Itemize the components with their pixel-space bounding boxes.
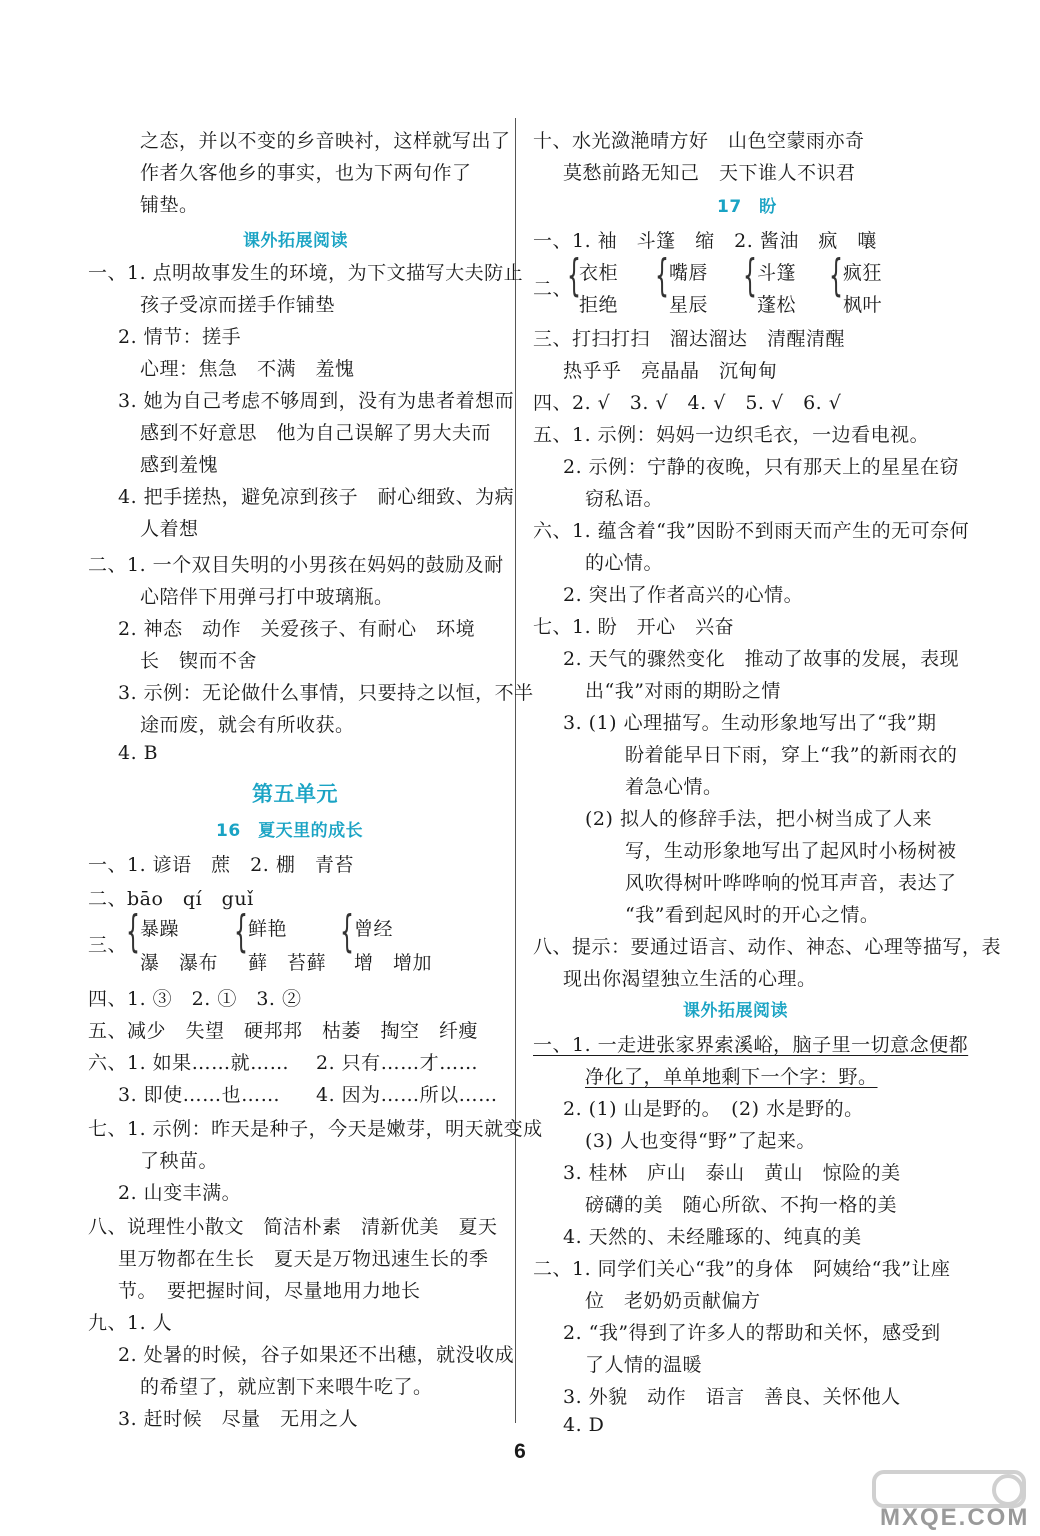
text-line: 2. “我”得到了许多人的帮助和关怀，感受到 [563, 1322, 941, 1344]
text-line: 的希望了，就应割下来喂牛吃了。 [140, 1376, 433, 1398]
section-heading: 课外拓展阅读 [683, 1001, 788, 1021]
text-line: 四、2. √ 3. √ 4. √ 5. √ 6. √ [533, 392, 842, 414]
text-line: 感到不好意思 他为自己误解了男大夫而 [140, 422, 492, 444]
text-line: 枫叶 [843, 294, 883, 316]
text-line: 4. 天然的、未经雕琢的、纯真的美 [563, 1226, 862, 1248]
text-line: 六、1. 如果……就…… [88, 1052, 290, 1074]
text-line: 四、1. ③ 2. ① 3. ② [88, 988, 302, 1010]
text-line: 里万物都在生长 夏天是万物迅速生长的季 [118, 1248, 489, 1270]
text-line: 2. 天气的骤然变化 推动了故事的发展，表现 [563, 648, 960, 670]
text-line: 3. 示例：无论做什么事情，只要持之以恒，不半 [118, 682, 534, 704]
text-line: 心理：焦急 不满 羞愧 [140, 358, 355, 380]
text-line: 之态，并以不变的乡音映衬，这样就写出了 [140, 130, 511, 152]
column-divider [515, 118, 516, 1423]
lesson-heading: 17 盼 [717, 197, 777, 217]
text-line: 鲜艳 [248, 918, 288, 940]
text-line: 2. (1) 山是野的。 (2) 水是野的。 [563, 1098, 864, 1120]
brace-icon: { [743, 250, 757, 301]
text-line: 的心情。 [585, 552, 664, 574]
text-line: 感到羞愧 [140, 454, 219, 476]
text-line: 出“我”对雨的期盼之情 [585, 680, 781, 702]
text-line: 孩子受凉而搓手作铺垫 [140, 294, 336, 316]
text-line: 七、1. 示例：昨天是种子，今天是嫩芽，明天就变成 [88, 1118, 543, 1140]
text-line: 五、减少 失望 硬邦邦 枯萎 掏空 纤瘦 [88, 1020, 479, 1042]
text-line: 星辰 [669, 294, 709, 316]
text-line: 疯狂 [843, 262, 883, 284]
text-line: 三、 [88, 934, 128, 956]
text-line: 暴躁 [140, 918, 180, 940]
text-line: 3. 桂林 庐山 泰山 黄山 惊险的美 [563, 1162, 901, 1184]
brace-icon: { [655, 250, 669, 301]
brace-icon: { [340, 906, 354, 957]
text-line: 一、1. 袖 斗篷 缩 2. 酱油 疯 嚷 [533, 230, 877, 252]
brace-icon: { [234, 906, 248, 957]
text-line: 二、 [533, 278, 573, 300]
text-line: 嘴唇 [669, 262, 709, 284]
unit-heading: 第五单元 [252, 782, 338, 806]
text-line: 2. 突出了作者高兴的心情。 [563, 584, 804, 606]
text-line: 2. 山变丰满。 [118, 1182, 242, 1204]
text-line: 4. 把手搓热，避免凉到孩子 耐心细致、为病 [118, 486, 515, 508]
text-line: 节。 要把握时间，尽量地用力地长 [118, 1280, 421, 1302]
text-line: 拒绝 [579, 294, 619, 316]
text-line: 蓬松 [757, 294, 797, 316]
text-line: 4. D [563, 1414, 605, 1436]
text-line: 一、1. 点明故事发生的环境，为下文描写大夫防止 [88, 262, 524, 284]
text-line: 瀑 瀑布 [140, 952, 219, 974]
text-line: 长 锲而不舍 [140, 650, 258, 672]
page-number: 6 [514, 1440, 526, 1463]
text-line: 六、1. 蕴含着“我”因盼不到雨天而产生的无可奈何 [533, 520, 970, 542]
text-line: 八、说理性小散文 简洁朴素 清新优美 夏天 [88, 1216, 498, 1238]
brace-icon: { [567, 250, 581, 301]
text-line: 二、1. 同学们关心“我”的身体 阿姨给“我”让座 [533, 1258, 951, 1280]
text-line: 3. 赶时候 尽量 无用之人 [118, 1408, 359, 1430]
text-line: 磅礴的美 随心所欲、不拘一格的美 [585, 1194, 898, 1216]
text-line: (2) 拟人的修辞手法，把小树当成了人来 [585, 808, 932, 830]
text-line: 2. 情节：搓手 [118, 326, 242, 348]
text-line: 八、提示：要通过语言、动作、神态、心理等描写，表 [533, 936, 1002, 958]
text-line: 盼着能早日下雨，穿上“我”的新雨衣的 [625, 744, 958, 766]
text-line: 二、1. 一个双目失明的小男孩在妈妈的鼓励及耐 [88, 554, 504, 576]
text-line: 作者久客他乡的事实，也为下两句作了 [140, 162, 472, 184]
text-line: (3) 人也变得“野”了起来。 [585, 1130, 816, 1152]
text-line: 三、打扫打扫 溜达溜达 清醒清醒 [533, 328, 846, 350]
text-line: 五、1. 示例：妈妈一边织毛衣，一边看电视。 [533, 424, 930, 446]
brace-icon: { [829, 250, 843, 301]
text-line: 4. B [118, 742, 159, 764]
text-line: 途而废，就会有所收获。 [140, 714, 355, 736]
text-line: 斗篷 [757, 262, 797, 284]
text-line: 3. (1) 心理描写。生动形象地写出了“我”期 [563, 712, 937, 734]
text-line: 3. 外貌 动作 语言 善良、关怀他人 [563, 1386, 901, 1408]
text-line-underlined: 一、1. 一走进张家界索溪峪，脑子里一切意念便都 [533, 1034, 969, 1056]
text-line: 着急心情。 [625, 776, 723, 798]
text-line: 3. 即使……也…… [118, 1084, 281, 1106]
text-line: 二、bāo qí guǐ [88, 888, 254, 910]
text-line: 九、1. 人 [88, 1312, 173, 1334]
text-line: 衣柜 [579, 262, 619, 284]
text-line: 2. 示例：宁静的夜晚，只有那天上的星星在窃 [563, 456, 960, 478]
text-line: 曾经 [354, 918, 394, 940]
lesson-heading: 16 夏天里的成长 [216, 821, 364, 841]
text-line: 4. 因为……所以…… [316, 1084, 498, 1106]
watermark-text: MXQE.COM [880, 1504, 1030, 1531]
text-line-underlined: 净化了，单单地剩下一个字：野。 [585, 1066, 878, 1088]
text-line: 莫愁前路无知己 天下谁人不识君 [563, 162, 856, 184]
text-line: 2. 神态 动作 关爱孩子、有耐心 环境 [118, 618, 476, 640]
text-line: 位 老奶奶贡献偏方 [585, 1290, 761, 1312]
text-line: 窃私语。 [585, 488, 664, 510]
section-heading: 课外拓展阅读 [243, 231, 348, 251]
text-line: 七、1. 盼 开心 兴奋 [533, 616, 735, 638]
text-line: 现出你渴望独立生活的心理。 [563, 968, 817, 990]
text-line: 十、水光潋滟晴方好 山色空蒙雨亦奇 [533, 130, 865, 152]
text-line: 藓 苔藓 [248, 952, 327, 974]
text-line: 2. 处暑的时候，谷子如果还不出穗，就没收成 [118, 1344, 515, 1366]
text-line: “我”看到起风时的开心之情。 [625, 904, 880, 926]
text-line: 心陪伴下用弹弓打中玻璃瓶。 [140, 586, 394, 608]
text-line: 一、1. 谚语 蔗 2. 棚 青苔 [88, 854, 354, 876]
text-line: 热乎乎 亮晶晶 沉甸甸 [563, 360, 778, 382]
text-line: 2. 只有……才…… [316, 1052, 479, 1074]
text-line: 了秧苗。 [140, 1150, 219, 1172]
text-line: 人着想 [140, 518, 199, 540]
text-line: 增 增加 [354, 952, 433, 974]
text-line: 风吹得树叶哗哗响的悦耳声音，表达了 [625, 872, 957, 894]
brace-icon: { [126, 906, 140, 957]
text-line: 了人情的温暖 [585, 1354, 703, 1376]
text-line: 3. 她为自己考虑不够周到，没有为患者着想而 [118, 390, 515, 412]
text-line: 写，生动形象地写出了起风时小杨树被 [625, 840, 957, 862]
text-line: 铺垫。 [140, 194, 199, 216]
